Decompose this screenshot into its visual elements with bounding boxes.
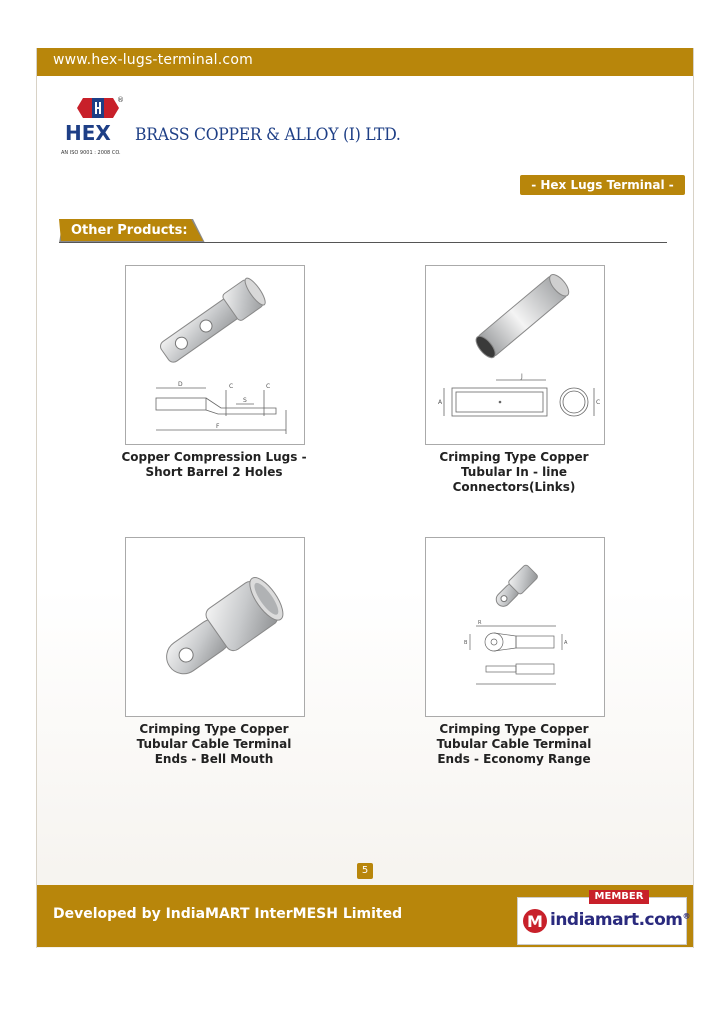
hex-logo (59, 94, 139, 160)
member-badge: MEMBER (589, 890, 649, 904)
product-image[interactable] (425, 265, 605, 445)
section-divider (59, 242, 667, 243)
dimension-label: S (243, 397, 247, 404)
tubular-connector-drawing (426, 266, 604, 444)
lug-two-hole-drawing (126, 266, 304, 444)
developed-by-text (53, 906, 402, 922)
bell-mouth-lug-drawing (126, 538, 304, 716)
company-name: BRASS COPPER & ALLOY (I) LTD. (135, 125, 401, 145)
tag-line-badge: - Hex Lugs Terminal - (520, 175, 685, 195)
economy-lug-drawing (426, 538, 604, 716)
indiamart-brand: indiamart.com® (550, 910, 691, 930)
dimension-label: A (564, 640, 568, 646)
registered-mark: ® (117, 96, 124, 104)
logo-text: HEX (65, 121, 111, 145)
product-caption[interactable]: Crimping Type Copper Tubular In - line Connectors(Links) (439, 450, 589, 494)
dimension-label: D (178, 381, 183, 388)
logo-iso-text: AN ISO 9001 : 2008 CO. (61, 150, 121, 156)
header-bar (37, 48, 693, 76)
indiamart-m-icon (522, 904, 548, 938)
brochure-page (36, 48, 694, 948)
page-number: 5 (357, 863, 373, 879)
indiamart-logo-box[interactable] (517, 897, 691, 945)
product-caption[interactable]: Crimping Type Copper Tubular Cable Terminal Ends - Economy Range (436, 722, 592, 766)
developed-by-label: Developed by (53, 906, 166, 922)
product-image[interactable] (425, 537, 605, 717)
product-image[interactable] (125, 537, 305, 717)
product-caption[interactable]: Crimping Type Copper Tubular Cable Terminal Ends - Bell Mouth (136, 722, 292, 766)
dimension-label: A (438, 399, 443, 406)
dimension-label: F (216, 423, 220, 430)
dimension-label: B (464, 640, 468, 646)
section-title: Other Products: (71, 223, 188, 238)
product-caption[interactable]: Copper Compression Lugs - Short Barrel 2 Holes (121, 450, 307, 479)
svg-text:M: M (527, 912, 543, 931)
dimension-label: C (229, 383, 234, 390)
developer-link[interactable]: IndiaMART InterMESH Limited (165, 906, 403, 922)
product-image[interactable] (125, 265, 305, 445)
site-url-link[interactable]: www.hex-lugs-terminal.com (53, 52, 253, 68)
dimension-label: C (596, 399, 601, 406)
dimension-label: J (521, 373, 523, 380)
dimension-label: C (266, 383, 271, 390)
dimension-label: R (478, 620, 482, 626)
